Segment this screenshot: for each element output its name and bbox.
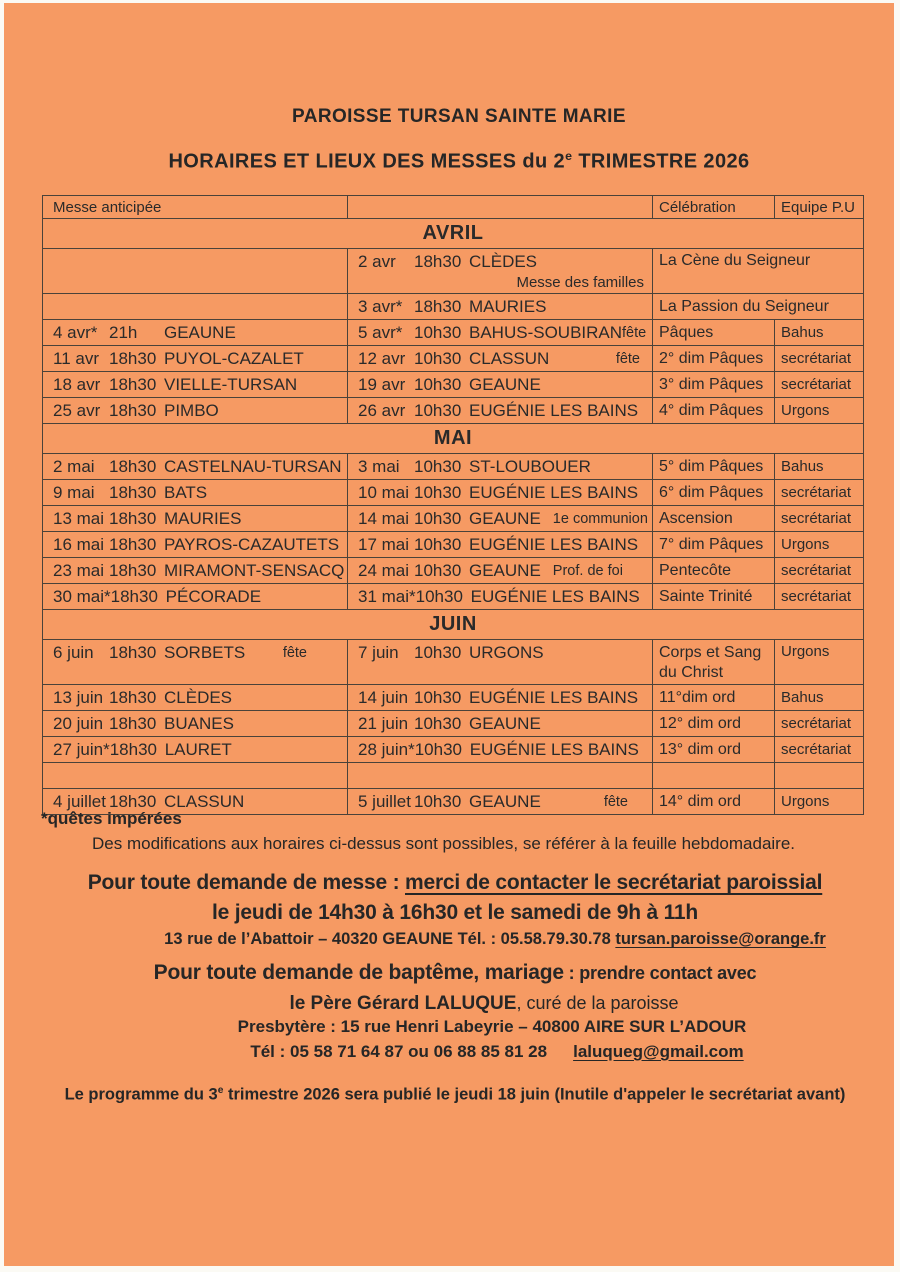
sunday-mass-cell — [348, 294, 653, 320]
saturday-mass-cell — [43, 398, 348, 424]
sunday-mass-cell — [348, 558, 653, 584]
priest-name: le Père Gérard LALUQUE — [289, 993, 517, 1014]
mass-place: PAYROS-CAZAUTETS — [164, 534, 340, 554]
table-row — [43, 454, 864, 480]
equipe-cell: secrétariat — [775, 558, 864, 584]
page-title: PAROISSE TURSAN SAINTE MARIE — [292, 106, 626, 127]
table-row — [43, 398, 864, 424]
table-row — [43, 480, 864, 506]
table-row — [43, 737, 864, 763]
equipe-cell: secrétariat — [775, 372, 864, 398]
mass-time: 18h30 — [414, 296, 462, 316]
mass-time: 18h30 — [109, 791, 157, 811]
saturday-mass-cell — [43, 294, 348, 320]
mass-place: GEAUNE — [469, 791, 541, 811]
mass-date: 10 mai — [358, 482, 410, 502]
saturday-mass-cell — [43, 372, 348, 398]
celebration-cell: La Passion du Seigneur — [653, 294, 864, 320]
mass-time: 10h30 — [414, 348, 462, 368]
month-section-row — [43, 610, 864, 640]
priest-name-line — [74, 993, 894, 1015]
mass-date: 14 juin — [358, 687, 409, 707]
priest-email-link: laluqueg@gmail.com — [573, 1042, 744, 1061]
mass-date: 6 juin — [53, 643, 94, 662]
mass-date: 27 juin* — [53, 739, 110, 759]
celebration-cell: 14° dim ord — [653, 789, 775, 815]
sunday-mass-cell — [348, 640, 653, 685]
table-row — [43, 584, 864, 610]
mass-date: 14 mai — [358, 508, 410, 528]
mass-place: EUGÉNIE LES BAINS — [469, 482, 639, 502]
mass-time: 10h30 — [414, 322, 462, 342]
saturday-mass-cell — [43, 558, 348, 584]
mass-place: BAHUS-SOUBIRAN — [469, 322, 623, 342]
mass-place: ST-LOUBOUER — [469, 456, 591, 476]
mass-time: 10h30 — [414, 456, 462, 476]
messe-lead: Pour toute demande de messe : — [87, 871, 405, 894]
equipe-cell: Bahus — [775, 685, 864, 711]
mass-time: 21h — [109, 322, 138, 342]
mass-time: 10h30 — [414, 374, 462, 394]
month-section-row — [43, 424, 864, 454]
equipe-cell: secrétariat — [775, 737, 864, 763]
mass-date: 12 avr — [358, 348, 406, 368]
paroisse-email-link: tursan.paroisse@orange.fr — [615, 930, 826, 948]
saturday-mass-cell — [43, 506, 348, 532]
mass-date: 7 juin — [358, 643, 399, 662]
table-row — [43, 294, 864, 320]
empty-cell — [775, 763, 864, 789]
celebration-cell: 3° dim Pâques — [653, 372, 775, 398]
mass-place: MIRAMONT-SENSACQ — [164, 560, 345, 580]
mass-date: 25 avr — [53, 400, 101, 420]
table-row — [43, 320, 864, 346]
mass-time: 18h30 — [109, 508, 157, 528]
equipe-cell: Bahus — [775, 454, 864, 480]
equipe-cell: Urgons — [775, 640, 864, 685]
empty-cell — [43, 763, 348, 789]
month-label: MAI — [43, 424, 864, 454]
mass-date: 11 avr — [53, 348, 99, 368]
table-header-row — [43, 196, 864, 219]
celebration-line1: Corps et Sang — [659, 644, 762, 661]
mass-time: 18h30 — [109, 348, 157, 368]
mass-time: 18h30 — [110, 586, 158, 606]
mass-place: CLÈDES — [469, 252, 538, 271]
mass-place: SORBETS — [164, 643, 246, 662]
equipe-cell: secrétariat — [775, 584, 864, 610]
mass-place: EUGÉNIE LES BAINS — [469, 687, 639, 707]
mass-date: 13 juin — [53, 687, 104, 707]
mass-date: 26 avr — [358, 400, 406, 420]
bapteme-lead-rest: : prendre contact avec — [563, 963, 757, 983]
mass-subnote: Messe des familles — [516, 274, 644, 291]
mass-place: CLASSUN — [469, 348, 550, 368]
mass-note: fête — [282, 645, 307, 661]
mass-time: 10h30 — [414, 400, 462, 420]
table-row — [43, 346, 864, 372]
subtitle-superscript: e — [565, 149, 573, 163]
mass-place: CLÈDES — [164, 687, 233, 707]
celebration-cell: La Cène du Seigneur — [653, 249, 864, 294]
saturday-mass-cell — [43, 584, 348, 610]
mass-date: 9 mai — [53, 482, 95, 502]
mass-place: LAURET — [164, 739, 232, 759]
celebration-cell: 7° dim Pâques — [653, 532, 775, 558]
mass-date: 4 avr* — [53, 322, 98, 342]
phone-numbers: Tél : 05 58 71 64 87 ou 06 88 85 81 28 — [250, 1042, 548, 1061]
mass-time: 18h30 — [109, 713, 157, 733]
sunday-mass-cell — [348, 711, 653, 737]
table-row — [43, 372, 864, 398]
mass-time: 10h30 — [414, 739, 462, 759]
table-row — [43, 640, 864, 685]
mass-place: CASTELNAU-TURSAN — [164, 456, 342, 476]
empty-cell — [653, 763, 775, 789]
mass-place: BUANES — [164, 713, 234, 733]
mass-time: 10h30 — [414, 560, 462, 580]
celebration-cell: 4° dim Pâques — [653, 398, 775, 424]
mass-place: EUGÉNIE LES BAINS — [470, 586, 640, 606]
celebration-cell: Sainte Trinité — [653, 584, 775, 610]
table-row — [43, 249, 864, 294]
program-superscript: e — [217, 1085, 224, 1096]
priest-phone-line — [100, 1042, 894, 1062]
mass-date: 23 mai — [53, 560, 105, 580]
celebration-cell: 6° dim Pâques — [653, 480, 775, 506]
orange-paper — [4, 3, 894, 1266]
celebration-cell: Pentecôte — [653, 558, 775, 584]
saturday-mass-cell — [43, 532, 348, 558]
celebration-cell: 11°dim ord — [653, 685, 775, 711]
equipe-cell: secrétariat — [775, 480, 864, 506]
mass-date: 5 juillet — [358, 791, 411, 811]
sunday-mass-cell — [348, 398, 653, 424]
mass-place: CLASSUN — [164, 791, 245, 811]
month-label: AVRIL — [43, 219, 864, 249]
saturday-mass-cell — [43, 711, 348, 737]
mass-place: BATS — [164, 482, 208, 502]
mass-note: fête — [603, 793, 628, 810]
address-text: 13 rue de l’Abattoir – 40320 GEAUNE Tél. : 05.58.79.30.78 — [164, 930, 616, 948]
sunday-mass-cell — [348, 685, 653, 711]
mass-date: 2 avr — [358, 252, 396, 271]
mass-date: 19 avr — [358, 374, 406, 394]
sunday-mass-cell — [348, 506, 653, 532]
mass-note: 1e communion — [552, 510, 648, 527]
mass-time: 18h30 — [414, 252, 462, 271]
table-row — [43, 532, 864, 558]
mass-date: 21 juin — [358, 713, 409, 733]
mass-schedule-table — [42, 195, 864, 815]
secretariat-address — [96, 930, 894, 949]
month-label: JUIN — [43, 610, 864, 640]
priest-title: , curé de la paroisse — [516, 993, 679, 1013]
saturday-mass-cell — [43, 685, 348, 711]
mass-time: 18h30 — [109, 687, 157, 707]
program-pre: Le programme du 3 — [64, 1085, 218, 1104]
equipe-cell: Urgons — [775, 532, 864, 558]
mass-time: 10h30 — [415, 586, 463, 606]
mass-date: 28 juin* — [358, 739, 415, 759]
empty-row — [43, 763, 864, 789]
table-row — [43, 558, 864, 584]
mass-date: 3 avr* — [358, 296, 403, 316]
mass-date: 30 mai* — [53, 586, 111, 606]
mass-date: 20 juin — [53, 713, 104, 733]
mass-date: 31 mai* — [358, 586, 416, 606]
mass-date: 17 mai — [358, 534, 410, 554]
footnote-modifications: Des modifications aux horaires ci-dessus sont possibles, se référer à la feuille hebdomadaire. — [92, 834, 796, 853]
subtitle-post: TRIMESTRE 2026 — [572, 150, 750, 173]
mass-place: URGONS — [469, 643, 544, 662]
mass-note: Prof. de foi — [552, 562, 623, 579]
sunday-mass-cell — [348, 789, 653, 815]
mass-date: 24 mai — [358, 560, 410, 580]
celebration-cell — [653, 640, 775, 685]
empty-cell — [348, 763, 653, 789]
mass-time: 18h30 — [109, 456, 157, 476]
mass-time: 18h30 — [109, 400, 157, 420]
contact-messe-heading — [16, 871, 894, 895]
saturday-mass-cell — [43, 346, 348, 372]
mass-place: PUYOL-CAZALET — [164, 348, 304, 368]
mass-place: PIMBO — [164, 400, 219, 420]
mass-place: EUGÉNIE LES BAINS — [469, 400, 639, 420]
mass-time: 10h30 — [414, 508, 462, 528]
mass-time: 18h30 — [109, 643, 157, 662]
mass-time: 10h30 — [414, 791, 462, 811]
mass-time: 10h30 — [414, 482, 462, 502]
footnote-quetes: *quêtes impérées — [41, 809, 182, 828]
mass-date: 16 mai — [53, 534, 105, 554]
mass-date: 4 juillet — [53, 791, 106, 811]
mass-date: 5 avr* — [358, 322, 403, 342]
celebration-line2: du Christ — [659, 664, 724, 681]
sunday-mass-cell — [348, 320, 653, 346]
mass-place: GEAUNE — [469, 713, 541, 733]
mass-place: VIELLE-TURSAN — [164, 374, 298, 394]
mass-time: 18h30 — [109, 560, 157, 580]
equipe-cell: Urgons — [775, 398, 864, 424]
presbytere-address: Presbytère : 15 rue Henri Labeyrie – 40800 AIRE SUR L’ADOUR — [237, 1017, 747, 1036]
mass-time: 18h30 — [109, 374, 157, 394]
mass-time: 18h30 — [109, 534, 157, 554]
mass-place: MAURIES — [469, 296, 547, 316]
header-equipe: Equipe P.U — [775, 196, 864, 219]
saturday-mass-cell — [43, 454, 348, 480]
mass-place: EUGÉNIE LES BAINS — [469, 534, 639, 554]
header-main — [348, 196, 653, 219]
equipe-cell: secrétariat — [775, 346, 864, 372]
saturday-mass-cell — [43, 737, 348, 763]
secretariat-hours: le jeudi de 14h30 à 16h30 et le samedi de 9h à 11h — [211, 901, 699, 924]
next-program-note — [16, 1085, 894, 1104]
mass-place: GEAUNE — [469, 560, 541, 580]
bapteme-lead: Pour toute demande de baptême, mariage — [153, 961, 564, 984]
celebration-cell: 2° dim Pâques — [653, 346, 775, 372]
sunday-mass-cell — [348, 249, 653, 294]
program-post: trimestre 2026 sera publié le jeudi 18 juin (Inutile d'appeler le secrétariat avant) — [223, 1085, 846, 1104]
mass-date: 3 mai — [358, 456, 400, 476]
subtitle-pre: HORAIRES ET LIEUX DES MESSES du 2 — [168, 150, 566, 173]
mass-time: 18h30 — [109, 482, 157, 502]
sunday-mass-cell — [348, 372, 653, 398]
celebration-cell: 5° dim Pâques — [653, 454, 775, 480]
sunday-mass-cell — [348, 346, 653, 372]
equipe-cell: secrétariat — [775, 711, 864, 737]
saturday-mass-cell — [43, 320, 348, 346]
table-row — [43, 685, 864, 711]
mass-place: GEAUNE — [469, 508, 541, 528]
equipe-cell: secrétariat — [775, 506, 864, 532]
celebration-cell: 13° dim ord — [653, 737, 775, 763]
sunday-mass-cell — [348, 454, 653, 480]
saturday-mass-cell — [43, 480, 348, 506]
mass-time: 10h30 — [414, 534, 462, 554]
header-celebration: Célébration — [653, 196, 775, 219]
celebration-cell: Pâques — [653, 320, 775, 346]
mass-place: GEAUNE — [469, 374, 541, 394]
celebration-cell: Ascension — [653, 506, 775, 532]
mass-date: 13 mai — [53, 508, 105, 528]
mass-time: 18h30 — [109, 739, 157, 759]
contact-bapteme-heading — [16, 961, 894, 985]
messe-underlined: merci de contacter le secrétariat paroissial — [405, 871, 823, 894]
sunday-mass-cell — [348, 584, 653, 610]
mass-time: 10h30 — [414, 687, 462, 707]
mass-time: 10h30 — [414, 713, 462, 733]
saturday-mass-cell — [43, 640, 348, 685]
mass-place: EUGÉNIE LES BAINS — [469, 739, 639, 759]
page-subtitle — [24, 149, 894, 174]
sunday-mass-cell — [348, 532, 653, 558]
celebration-cell: 12° dim ord — [653, 711, 775, 737]
mass-date: 18 avr — [53, 374, 101, 394]
mass-place: MAURIES — [164, 508, 242, 528]
mass-date: 2 mai — [53, 456, 95, 476]
saturday-mass-cell — [43, 249, 348, 294]
table-row — [43, 711, 864, 737]
mass-note: fête — [622, 324, 647, 341]
table-row — [43, 506, 864, 532]
equipe-cell: Urgons — [775, 789, 864, 815]
month-section-row — [43, 219, 864, 249]
mass-place: PÉCORADE — [165, 586, 262, 606]
sunday-mass-cell — [348, 480, 653, 506]
mass-place: GEAUNE — [164, 322, 236, 342]
mass-time: 10h30 — [414, 643, 462, 662]
header-messe-anticipee: Messe anticipée — [43, 196, 348, 219]
sunday-mass-cell — [348, 737, 653, 763]
equipe-cell: Bahus — [775, 320, 864, 346]
mass-note: fête — [615, 350, 640, 367]
